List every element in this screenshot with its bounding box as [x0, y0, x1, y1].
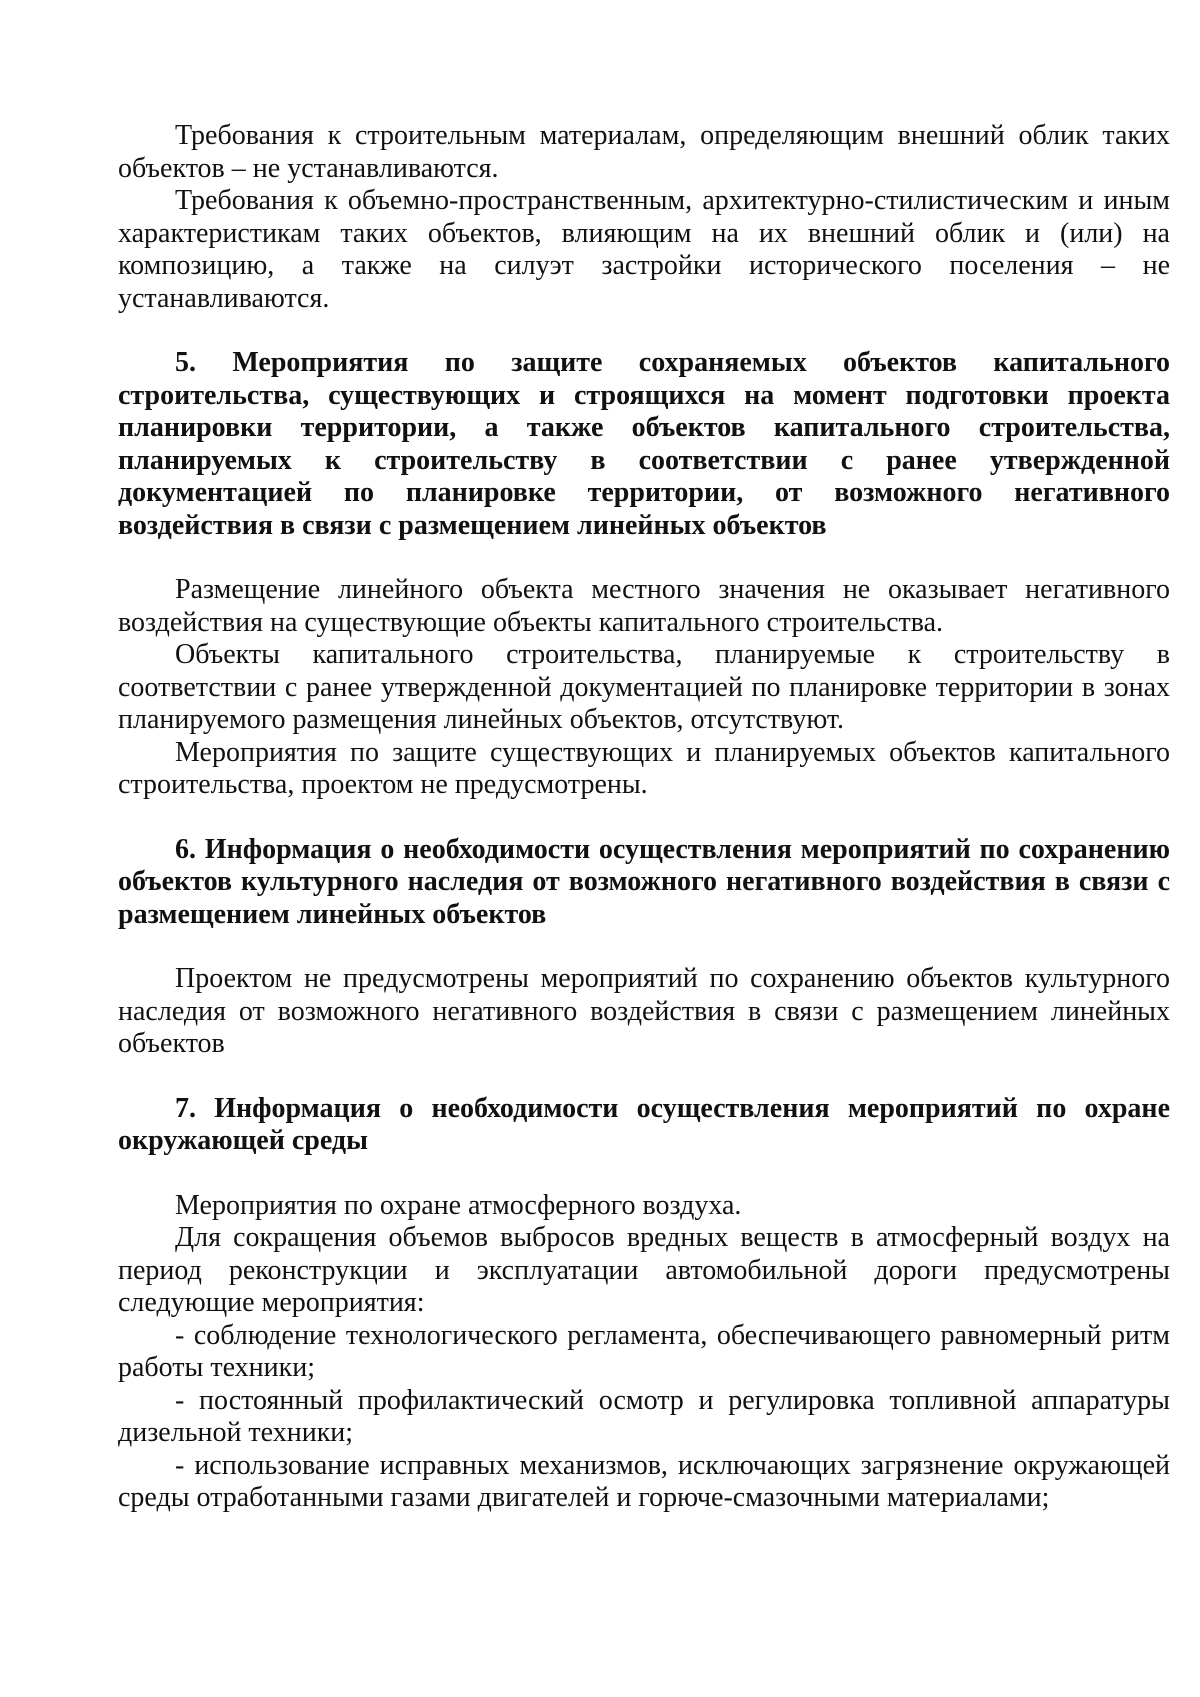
spacer — [118, 542, 1170, 574]
list-item: - постоянный профилактический осмотр и регулировка топливной аппаратуры дизельной техники; — [118, 1384, 1170, 1448]
paragraph: Размещение линейного объекта местного значения не оказывает негативного воздействия на существующие объекты капитального строительства. — [118, 574, 1170, 638]
spacer — [118, 802, 1170, 834]
spacer — [118, 931, 1170, 963]
paragraph: Проектом не предусмотрены мероприятий по сохранению объектов культурного наследия от возможного негативного воздействия в связи с размещением линейных объектов — [118, 963, 1170, 1059]
spacer — [118, 1158, 1170, 1190]
paragraph: Мероприятия по защите существующих и планируемых объектов капитального строительства, проектом не предусмотрены. — [118, 736, 1170, 800]
paragraph: Объекты капитального строительства, планируемые к строительству в соответствии с ранее утвержденной документацией по планировке территории в зонах планируемого размещения линейных объектов, отсутствуют. — [118, 639, 1170, 735]
spacer — [118, 1061, 1170, 1093]
section-heading-6: 6. Информация о необходимости осуществления мероприятий по сохранению объектов культурного наследия от возможного негативного воздействия в связи с размещением линейных объектов — [118, 833, 1170, 930]
section-heading-5: 5. Мероприятия по защите сохраняемых объектов капитального строительства, существующих и строящихся на момент подготовки проекта планировки территории, а также объектов капитального строительства, планируемых к строительству в соответствии с ранее утвержденной документацией по планировке территории, от возможного негативного воздействия в связи с размещением линейных объектов — [118, 347, 1170, 541]
document-page — [118, 120, 1170, 1515]
paragraph: Требования к строительным материалам, определяющим внешний облик таких объектов – не устанавливаются. — [118, 120, 1170, 184]
section-heading-7: 7. Информация о необходимости осуществления мероприятий по охране окружающей среды — [118, 1092, 1170, 1156]
list-item: - соблюдение технологического регламента, обеспечивающего равномерный ритм работы техники; — [118, 1319, 1170, 1383]
spacer — [118, 315, 1170, 347]
paragraph: Для сокращения объемов выбросов вредных веществ в атмосферный воздух на период реконструкции и эксплуатации автомобильной дороги предусмотрены следующие мероприятия: — [118, 1222, 1170, 1318]
list-item: - использование исправных механизмов, исключающих загрязнение окружающей среды отработанными газами двигателей и горюче-смазочными материалами; — [118, 1449, 1170, 1513]
paragraph: Требования к объемно-пространственным, архитектурно-стилистическим и иным характеристикам таких объектов, влияющим на их внешний облик и (или) на композицию, а также на силуэт застройки исторического поселения – не устанавливаются. — [118, 185, 1170, 314]
paragraph: Мероприятия по охране атмосферного воздуха. — [175, 1189, 742, 1221]
